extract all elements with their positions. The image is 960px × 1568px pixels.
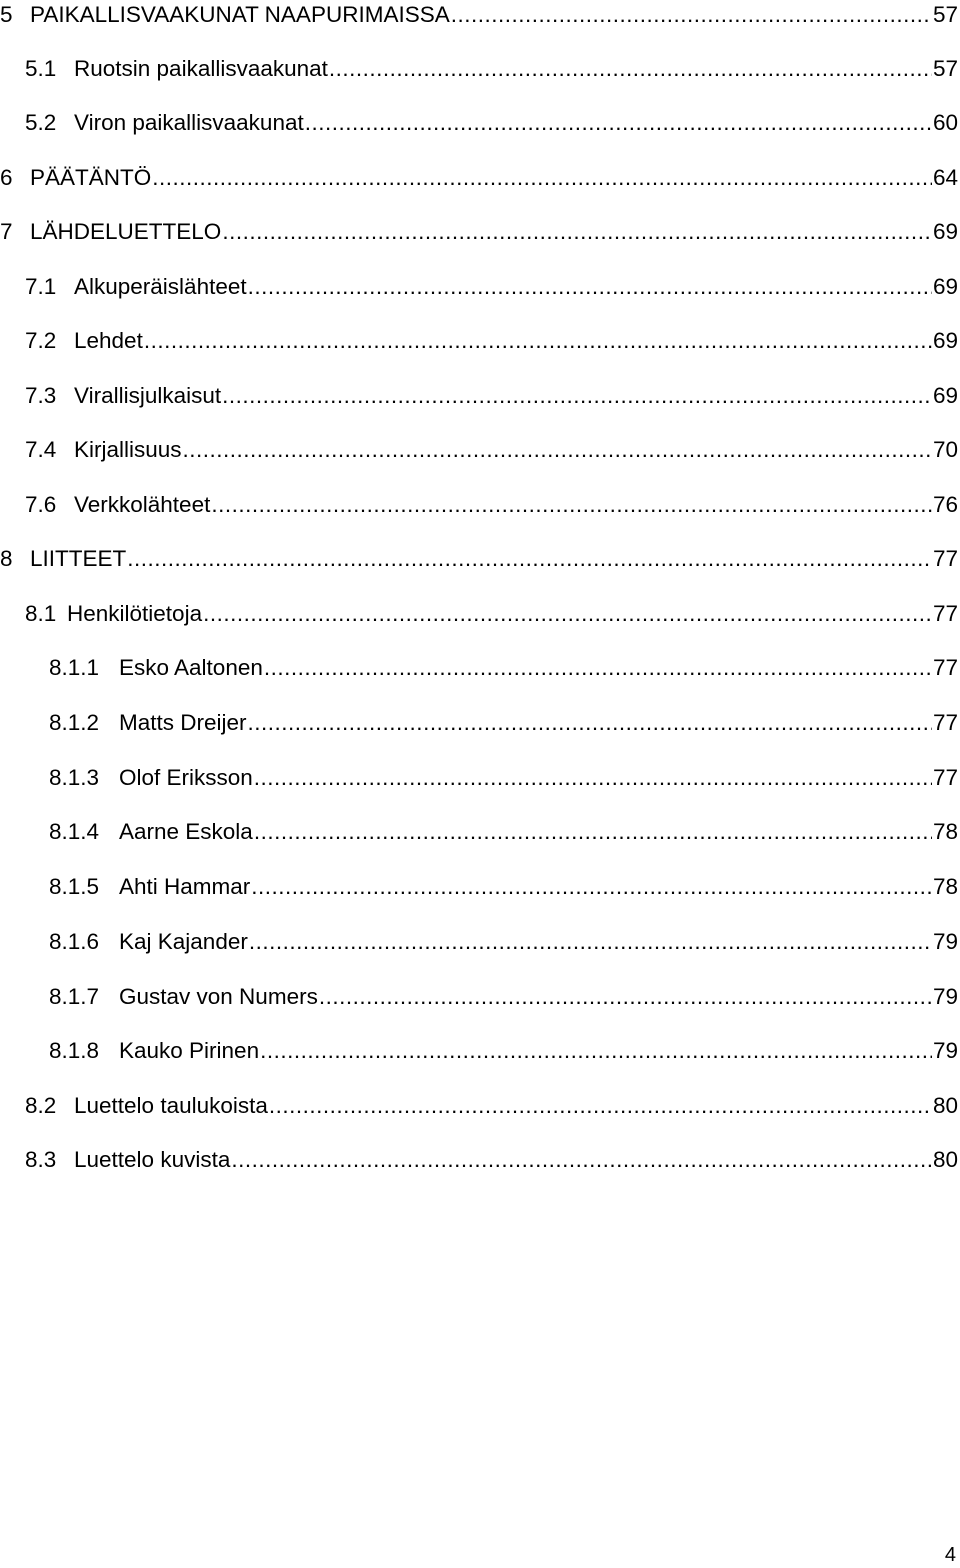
toc-entry-page: 80 (932, 1093, 958, 1118)
toc-entry-5[interactable] (0, 0, 958, 30)
toc-entry-number: 6 (0, 165, 13, 190)
toc-entry-number: 8.1.8 (49, 1038, 100, 1063)
toc-entry-page: 77 (932, 601, 958, 626)
toc-entry-page: 79 (932, 984, 958, 1009)
dot-leader (254, 763, 932, 793)
dot-leader (231, 1145, 932, 1175)
toc-entry-title: Alkuperäislähteet (74, 274, 247, 299)
dot-leader (211, 490, 932, 520)
toc-entry-7-2[interactable] (0, 326, 958, 356)
toc-entry-8-1-7[interactable] (0, 982, 958, 1012)
toc-entry-title: Matts Dreijer (119, 710, 247, 735)
toc-entry-7-3[interactable] (0, 381, 958, 411)
toc-entry-8-1-5[interactable] (0, 872, 958, 902)
toc-entry-title: Luettelo kuvista (74, 1147, 231, 1172)
dot-leader (152, 163, 932, 193)
toc-entry-title: Kaj Kajander (119, 929, 248, 954)
toc-entry-title: Lehdet (74, 328, 143, 353)
dot-leader (144, 326, 932, 356)
dot-leader (183, 435, 932, 465)
toc-entry-number: 8.3 (25, 1147, 57, 1172)
toc-entry-page: 78 (932, 819, 958, 844)
toc-entry-title: Ruotsin paikallisvaakunat (74, 56, 328, 81)
toc-entry-page: 64 (932, 165, 958, 190)
toc-entry-page: 57 (932, 2, 958, 27)
toc-entry-number: 7.2 (25, 328, 57, 353)
toc-entry-number: 7.1 (25, 274, 57, 299)
toc-entry-number: 7.6 (25, 492, 57, 517)
toc-entry-page: 80 (932, 1147, 958, 1172)
dot-leader (269, 1091, 932, 1121)
toc-entry-page: 77 (932, 710, 958, 735)
dot-leader (319, 982, 932, 1012)
toc-entry-title: Kirjallisuus (74, 437, 182, 462)
toc-entry-7-6[interactable] (0, 490, 958, 520)
toc-entry-title: Aarne Eskola (119, 819, 253, 844)
toc-entry-8-1-6[interactable] (0, 927, 958, 957)
toc-entry-8-1-1[interactable] (0, 653, 958, 683)
toc-entry-page: 60 (932, 110, 958, 135)
toc-entry-title: Esko Aaltonen (119, 655, 263, 680)
toc-entry-8[interactable] (0, 544, 958, 574)
toc-entry-5-1[interactable] (0, 54, 958, 84)
toc-entry-number: 5.2 (25, 110, 57, 135)
dot-leader (451, 0, 932, 30)
toc-entry-number: 8.2 (25, 1093, 57, 1118)
toc-entry-8-1-3[interactable] (0, 763, 958, 793)
toc-entry-page: 77 (932, 546, 958, 571)
toc-entry-number: 8.1.7 (49, 984, 100, 1009)
dot-leader (264, 653, 932, 683)
toc-entry-number: 8.1 (25, 601, 57, 626)
toc-entry-7-4[interactable] (0, 435, 958, 465)
toc-entry-6[interactable] (0, 163, 958, 193)
toc-entry-number: 8.1.6 (49, 929, 100, 954)
toc-entry-number: 7.4 (25, 437, 57, 462)
dot-leader (305, 108, 932, 138)
toc-entry-page: 78 (932, 874, 958, 899)
toc-entry-title: Kauko Pirinen (119, 1038, 260, 1063)
dot-leader (254, 817, 932, 847)
toc-entry-number: 7 (0, 219, 13, 244)
toc-entry-page: 70 (932, 437, 958, 462)
toc-entry-8-1[interactable] (0, 599, 958, 629)
toc-entry-title: Viron paikallisvaakunat (74, 110, 304, 135)
toc-entry-title: Henkilötietoja (67, 601, 203, 626)
toc-entry-number: 5.1 (25, 56, 57, 81)
toc-entry-number: 8.1.2 (49, 710, 100, 735)
toc-entry-title: PÄÄTÄNTÖ (30, 165, 152, 190)
toc-entry-8-1-2[interactable] (0, 708, 958, 738)
dot-leader (248, 272, 932, 302)
dot-leader (260, 1036, 932, 1066)
toc-entry-number: 5 (0, 2, 13, 27)
dot-leader (222, 381, 932, 411)
toc-entry-title: PAIKALLISVAAKUNAT NAAPURIMAISSA (30, 2, 450, 27)
toc-entry-title: Luettelo taulukoista (74, 1093, 268, 1118)
toc-entry-page: 69 (932, 274, 958, 299)
dot-leader (249, 927, 932, 957)
dot-leader (329, 54, 932, 84)
toc-entry-page: 76 (932, 492, 958, 517)
dot-leader (248, 708, 932, 738)
toc-entry-page: 79 (932, 1038, 958, 1063)
toc-entry-page: 77 (932, 765, 958, 790)
toc-entry-number: 8 (0, 546, 13, 571)
dot-leader (127, 544, 932, 574)
toc-entry-page: 69 (932, 219, 958, 244)
dot-leader (222, 217, 932, 247)
toc-entry-number: 8.1.1 (49, 655, 100, 680)
toc-entry-number: 8.1.3 (49, 765, 100, 790)
toc-entry-title: Olof Eriksson (119, 765, 253, 790)
toc-entry-title: Verkkolähteet (74, 492, 211, 517)
toc-entry-7-1[interactable] (0, 272, 958, 302)
dot-leader (251, 872, 932, 902)
toc-entry-5-2[interactable] (0, 108, 958, 138)
toc-entry-title: Ahti Hammar (119, 874, 251, 899)
toc-entry-page: 57 (932, 56, 958, 81)
toc-entry-page: 77 (932, 655, 958, 680)
toc-entry-title: LÄHDELUETTELO (30, 219, 222, 244)
toc-entry-number: 8.1.4 (49, 819, 100, 844)
toc-entry-title: LIITTEET (30, 546, 127, 571)
toc-entry-number: 7.3 (25, 383, 57, 408)
toc-entry-7[interactable] (0, 217, 958, 247)
toc-entry-title: Virallisjulkaisut (74, 383, 222, 408)
toc-entry-title: Gustav von Numers (119, 984, 318, 1009)
toc-entry-8-3[interactable] (0, 1145, 958, 1175)
toc-entry-page: 79 (932, 929, 958, 954)
toc-entry-number: 8.1.5 (49, 874, 100, 899)
toc-entry-8-2[interactable] (0, 1091, 958, 1121)
page-number: 4 (944, 1544, 956, 1566)
toc-entry-8-1-8[interactable] (0, 1036, 958, 1066)
toc-entry-page: 69 (932, 328, 958, 353)
toc-entry-page: 69 (932, 383, 958, 408)
dot-leader (203, 599, 932, 629)
toc-entry-8-1-4[interactable] (0, 817, 958, 847)
